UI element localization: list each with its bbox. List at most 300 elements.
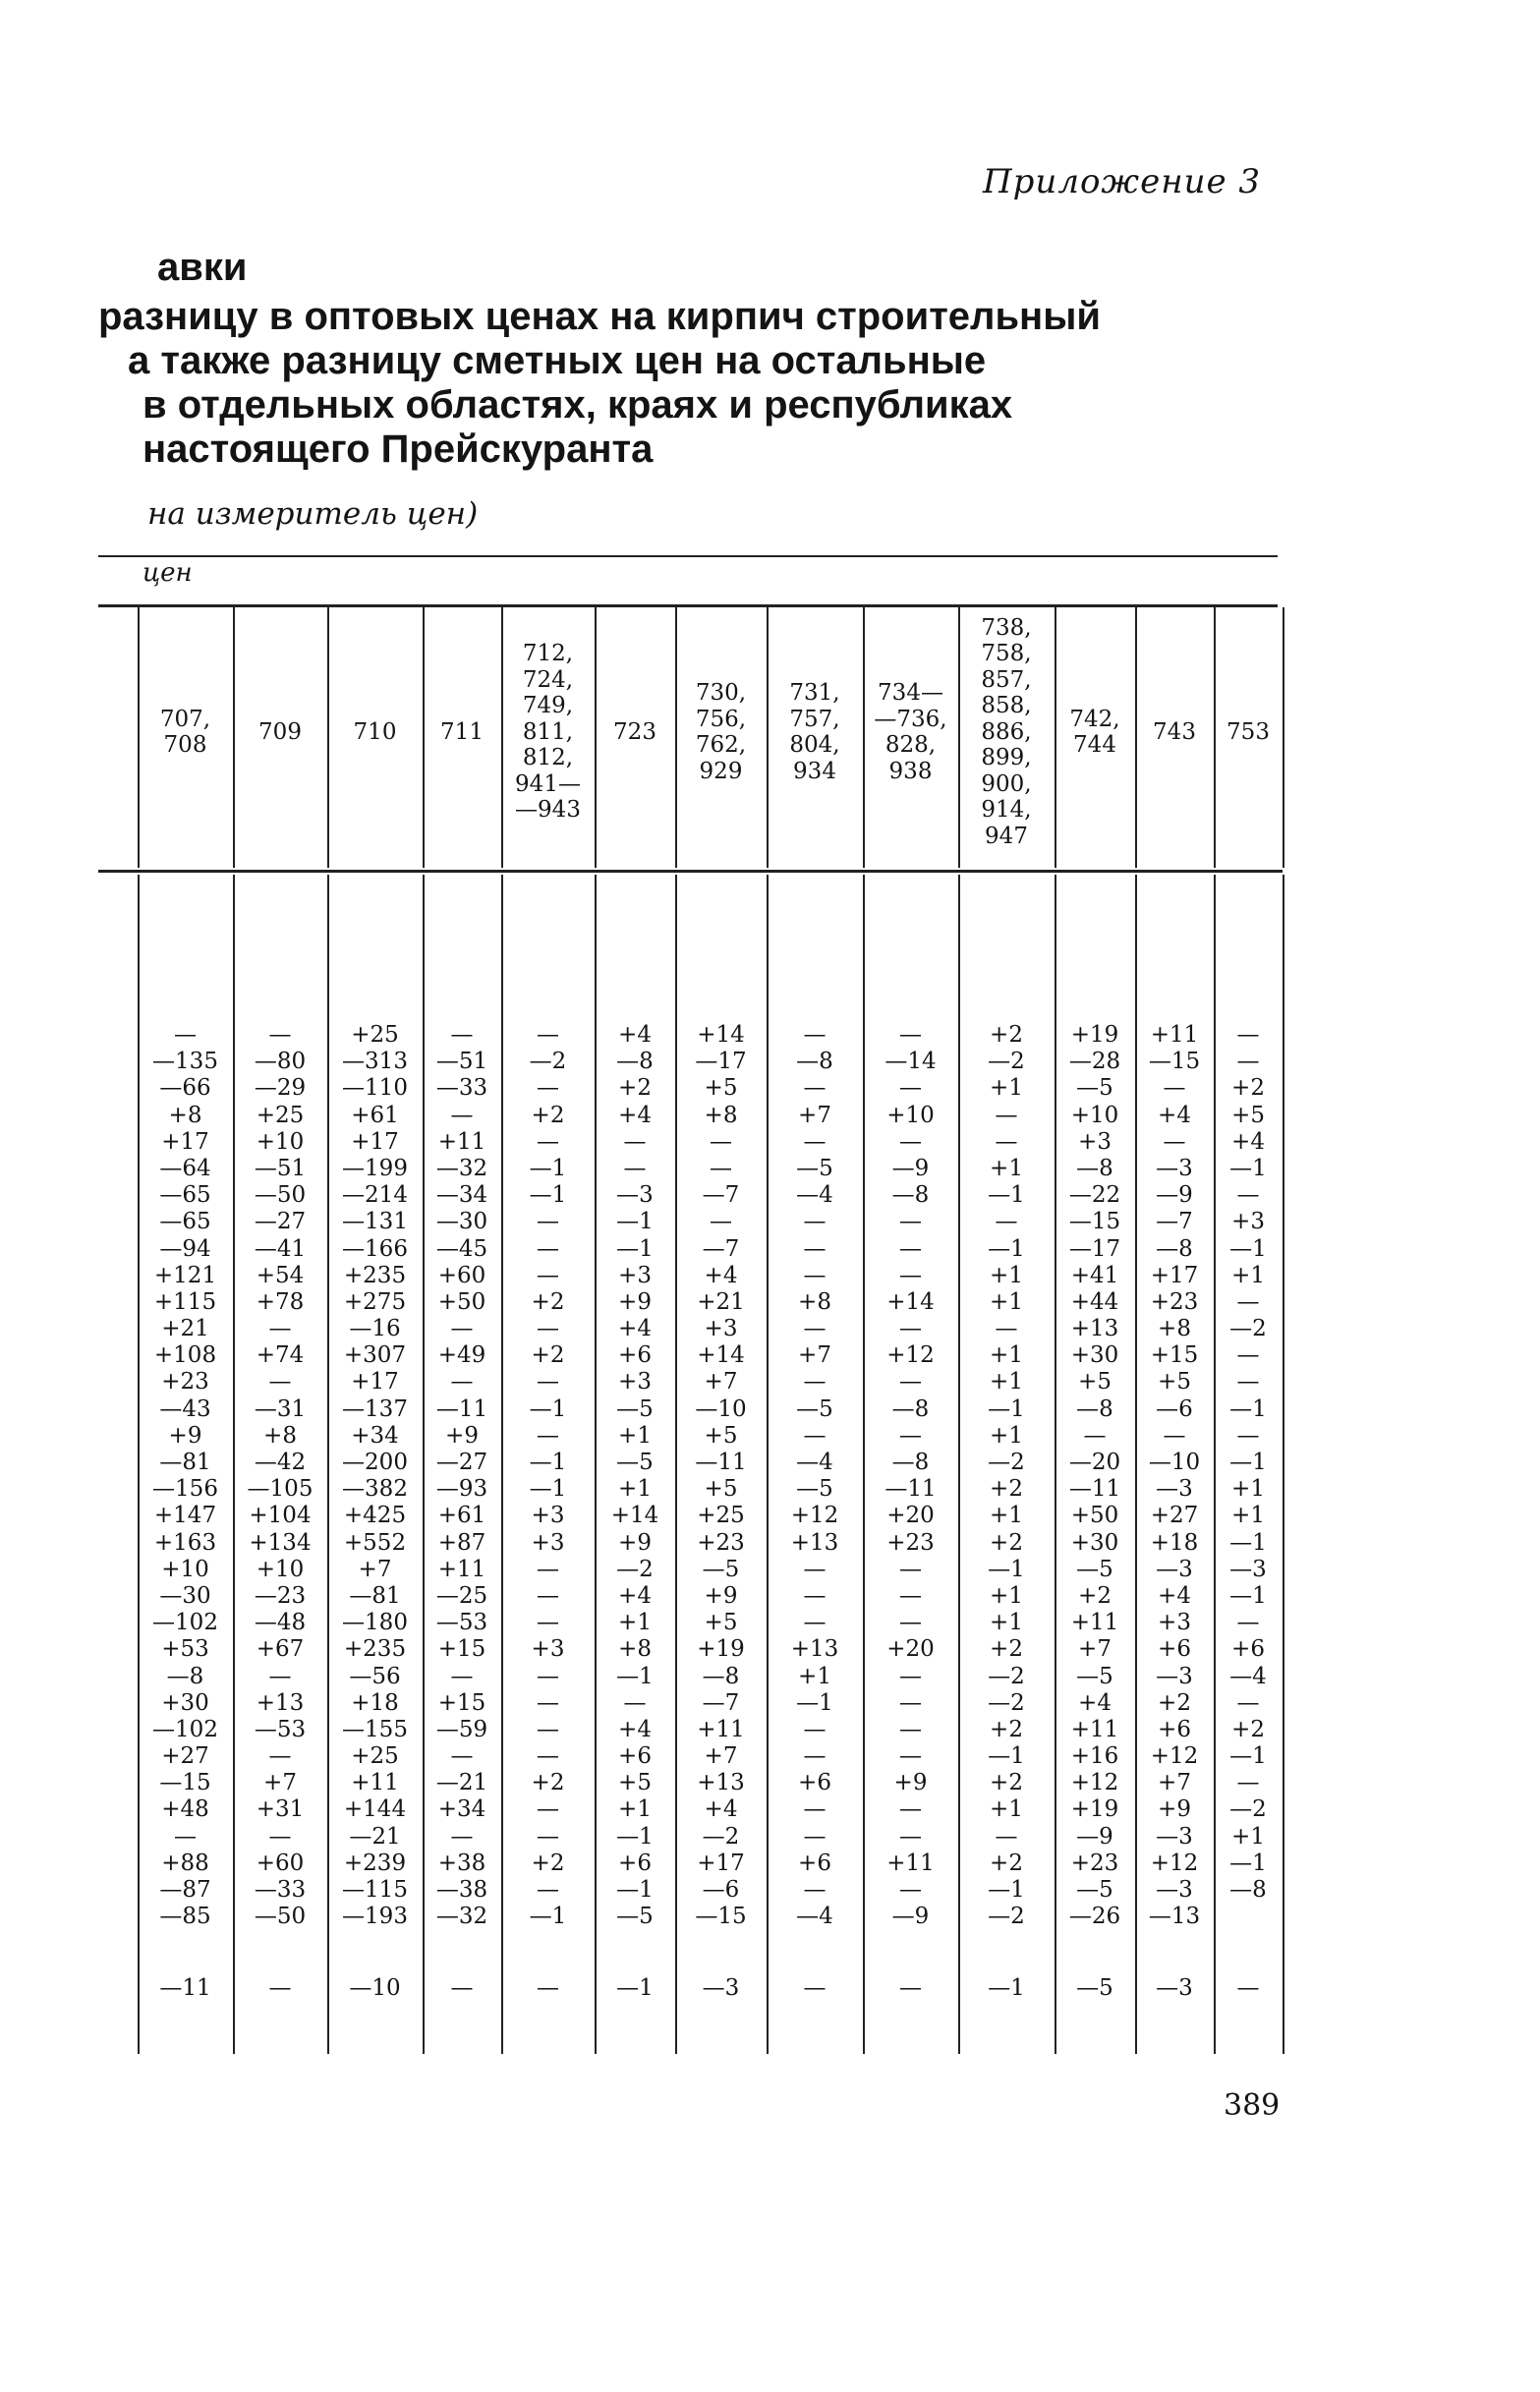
table-cell: +7 [798, 1342, 831, 1369]
table-cell: +38 [437, 1850, 486, 1876]
table-cell: +4 [1158, 1102, 1191, 1128]
table-cell: +5 [704, 1476, 738, 1503]
table-cell: +144 [343, 1796, 407, 1823]
table-cell: —33 [254, 1877, 307, 1903]
column-header: 730, 756, 762, 929 [695, 680, 747, 784]
table-cell: — [268, 1663, 292, 1689]
table-cell: +25 [256, 1102, 305, 1128]
table-cell: +5 [1078, 1369, 1112, 1395]
table-cell: — [1236, 1288, 1260, 1315]
table-cell: — [899, 1235, 922, 1262]
table-cell: —1 [1229, 1395, 1267, 1422]
table-cell: — [803, 1796, 827, 1823]
total-cell: —5 [1076, 1975, 1113, 2001]
table-cell: +17 [697, 1850, 745, 1876]
table-cell: — [1236, 1422, 1260, 1449]
data-column [767, 1022, 863, 1930]
table-cell: — [803, 1369, 827, 1395]
table-cell: +6 [1158, 1716, 1191, 1742]
table-cell: +1 [990, 1422, 1023, 1449]
table-cell: — [995, 1823, 1018, 1850]
table-cell: — [268, 1316, 292, 1342]
table-cell: +14 [697, 1022, 745, 1048]
table-cell: — [537, 1663, 559, 1689]
table-cell: +4 [618, 1102, 652, 1128]
table-cell: +7 [704, 1743, 738, 1770]
table-cell: +425 [343, 1503, 407, 1529]
column-header: 731, 757, 804, 934 [789, 680, 840, 784]
table-cell: +13 [790, 1529, 839, 1556]
table-cell: +9 [618, 1288, 652, 1315]
table-cell: +8 [798, 1288, 831, 1315]
table-cell: +7 [704, 1369, 738, 1395]
table-cell: +9 [618, 1529, 652, 1556]
table-cell: —11 [435, 1395, 488, 1422]
table-cell: —28 [1068, 1049, 1121, 1075]
table-cell: — [537, 1128, 559, 1155]
table-cell: —8 [796, 1049, 833, 1075]
table-cell: +235 [343, 1262, 407, 1288]
table-cell: —27 [435, 1450, 488, 1475]
table-cell: —10 [1148, 1450, 1201, 1475]
table-cell: —51 [435, 1049, 488, 1075]
total-cell: —1 [616, 1975, 654, 2001]
table-cell: — [899, 1022, 922, 1048]
table-cell: —65 [159, 1209, 211, 1235]
table-cell: +1 [1231, 1476, 1265, 1503]
table-cell: — [1236, 1182, 1260, 1209]
table-cell: +2 [990, 1476, 1023, 1503]
table-cell: +2 [1231, 1716, 1265, 1742]
table-cell: +4 [618, 1316, 652, 1342]
table-cell: +1 [618, 1610, 652, 1636]
table-cell: +27 [161, 1743, 209, 1770]
table-cell: —2 [616, 1556, 654, 1582]
table-cell: +11 [1150, 1022, 1199, 1048]
table-cell: +19 [697, 1636, 745, 1663]
table-cell: +1 [990, 1262, 1023, 1288]
table-cell: +1 [618, 1796, 652, 1823]
table-cell: — [1236, 1689, 1260, 1716]
table-cell: —13 [1148, 1904, 1201, 1930]
table-cell: —38 [435, 1877, 488, 1903]
table-cell: +13 [697, 1770, 745, 1796]
table-cell: +3 [531, 1503, 565, 1529]
table-cell: +5 [704, 1422, 738, 1449]
table-cell: +121 [153, 1262, 217, 1288]
table-cell: +8 [1158, 1316, 1191, 1342]
table-cell: — [268, 1823, 292, 1850]
table-cell: — [803, 1743, 827, 1770]
table-cell: —11 [884, 1476, 937, 1503]
table-cell: +11 [351, 1770, 399, 1796]
table-cell: — [995, 1128, 1018, 1155]
table-cell: +552 [343, 1529, 407, 1556]
table-cell: +7 [798, 1102, 831, 1128]
table-cell: —1 [796, 1689, 833, 1716]
table-cell: +9 [893, 1770, 928, 1796]
table-cell: —5 [1076, 1556, 1113, 1582]
table-cell: —2 [702, 1823, 740, 1850]
table-cell: — [710, 1155, 732, 1181]
table-cell: — [623, 1689, 647, 1716]
table-cell: +2 [531, 1102, 565, 1128]
table-cell: +7 [358, 1556, 392, 1582]
table-cell: +23 [1150, 1288, 1199, 1315]
table-cell: —5 [1076, 1663, 1113, 1689]
table-cell: — [899, 1716, 922, 1742]
table-cell: +67 [256, 1636, 305, 1663]
table-cell: —43 [159, 1395, 211, 1422]
table-cell: +6 [798, 1850, 831, 1876]
table-cell: +2 [618, 1075, 652, 1102]
table-cell: +4 [1231, 1128, 1265, 1155]
table-cell: — [1236, 1610, 1260, 1636]
table-cell: — [995, 1316, 1018, 1342]
table-cell: +88 [161, 1850, 209, 1876]
table-cell: —200 [342, 1450, 408, 1475]
column-header: 753 [1226, 718, 1270, 745]
table-cell: — [537, 1422, 559, 1449]
table-cell: — [803, 1877, 827, 1903]
table-cell: — [450, 1022, 474, 1048]
table-cell: +19 [1070, 1796, 1119, 1823]
table-cell: — [268, 1022, 292, 1048]
table-cell: — [450, 1102, 474, 1128]
table-cell: +41 [1070, 1262, 1119, 1288]
table-cell: +13 [256, 1689, 305, 1716]
data-column [327, 1022, 423, 1930]
table-cell: +11 [1070, 1716, 1119, 1742]
table-cell: +23 [697, 1529, 745, 1556]
table-cell: —3 [616, 1182, 654, 1209]
table-cell: —34 [435, 1182, 488, 1209]
table-cell: —3 [1156, 1556, 1193, 1582]
table-cell: —26 [1068, 1904, 1121, 1930]
total-cell: —3 [1156, 1975, 1193, 2001]
table-cell: +14 [697, 1342, 745, 1369]
table-cell: +4 [1078, 1689, 1112, 1716]
table-cell: —2 [988, 1049, 1025, 1075]
table-cell: —15 [695, 1904, 747, 1930]
table-cell: —5 [796, 1155, 833, 1181]
table-cell: +3 [618, 1262, 652, 1288]
table-cell: +3 [531, 1636, 565, 1663]
table-cell: —1 [1229, 1743, 1267, 1770]
total-cell: —11 [159, 1975, 211, 2001]
table-cell: +25 [351, 1022, 399, 1048]
table-cell: +18 [351, 1689, 399, 1716]
table-cell: +2 [531, 1342, 565, 1369]
table-cell: —7 [702, 1182, 740, 1209]
total-cell: — [537, 1975, 559, 2001]
table-cell: +3 [1231, 1209, 1265, 1235]
table-cell: +4 [618, 1022, 652, 1048]
table-cell: —8 [1076, 1395, 1113, 1422]
table-cell: +7 [1078, 1636, 1112, 1663]
table-cell: +6 [618, 1850, 652, 1876]
total-cell: —3 [702, 1975, 740, 2001]
column-header: 709 [258, 718, 302, 745]
table-cell: — [803, 1075, 827, 1102]
table-cell: +87 [437, 1529, 486, 1556]
table-cell: —8 [891, 1395, 930, 1422]
table-cell: +30 [161, 1689, 209, 1716]
table-cell: — [803, 1582, 827, 1609]
table-cell: —1 [529, 1904, 567, 1930]
column-header: 711 [440, 718, 484, 745]
table-cell: +1 [618, 1422, 652, 1449]
table-cell: —8 [616, 1049, 654, 1075]
table-cell: +54 [256, 1262, 305, 1288]
table-cell: —8 [891, 1182, 930, 1209]
table-cell: — [537, 1689, 559, 1716]
table-cell: —15 [1148, 1049, 1201, 1075]
table-cell: —1 [616, 1823, 654, 1850]
table-cell: +50 [1070, 1503, 1119, 1529]
table-cell: +34 [437, 1796, 486, 1823]
table-cell: —1 [988, 1395, 1025, 1422]
table-cell: +30 [1070, 1342, 1119, 1369]
table-cell: +50 [437, 1288, 486, 1315]
table-cell: +20 [886, 1503, 935, 1529]
table-cell: —115 [342, 1877, 408, 1903]
table-cell: +10 [256, 1128, 305, 1155]
table-cell: — [803, 1022, 827, 1048]
table-cell: +27 [1150, 1503, 1199, 1529]
data-column [863, 1022, 958, 1930]
table-cell: —93 [435, 1476, 488, 1503]
table-cell: —11 [1068, 1476, 1121, 1503]
table-cell: —7 [702, 1689, 740, 1716]
table-cell: +1 [990, 1796, 1023, 1823]
table-cell: —15 [1068, 1209, 1121, 1235]
table-cell: +307 [343, 1342, 407, 1369]
table-cell: +9 [168, 1422, 202, 1449]
table-cell: — [899, 1689, 922, 1716]
table-cell: +1 [798, 1663, 831, 1689]
table-cell: +7 [1158, 1770, 1191, 1796]
column-header: 707, 708 [159, 706, 211, 758]
table-cell: — [268, 1369, 292, 1395]
table-cell: — [1236, 1342, 1260, 1369]
data-column [423, 1022, 501, 1930]
table-cell: — [537, 1716, 559, 1742]
table-cell: —20 [1068, 1450, 1121, 1475]
table-cell: —5 [1076, 1075, 1113, 1102]
table-cell: —5 [616, 1450, 654, 1475]
table-cell: — [803, 1262, 827, 1288]
table-cell: +4 [618, 1716, 652, 1742]
page-number: 389 [1224, 2088, 1281, 2123]
table-cell: — [537, 1743, 559, 1770]
table-cell: +23 [886, 1529, 935, 1556]
table-cell: +23 [1070, 1850, 1119, 1876]
table-cell: +239 [343, 1850, 407, 1876]
table-cell: — [537, 1262, 559, 1288]
table-cell: +2 [990, 1850, 1023, 1876]
table-cell: —5 [796, 1395, 833, 1422]
table-cell: —53 [435, 1610, 488, 1636]
table-cell: +9 [445, 1422, 479, 1449]
table-cell: —29 [254, 1075, 307, 1102]
table-cell: —32 [435, 1904, 488, 1930]
table-cell: +15 [437, 1636, 486, 1663]
table-cell: —1 [1229, 1155, 1267, 1181]
column-header: 712, 724, 749, 811, 812, 941— —943 [515, 641, 581, 824]
table-cell: +1 [990, 1075, 1023, 1102]
table-cell: +34 [351, 1422, 399, 1449]
table-cell: — [537, 1610, 559, 1636]
table-cell: — [537, 1877, 559, 1903]
total-cell: — [1236, 1975, 1260, 2001]
group-label: цен [143, 558, 193, 588]
table-cell: — [710, 1128, 732, 1155]
title-line-1: авки [157, 246, 248, 289]
table-cell: — [537, 1235, 559, 1262]
table-cell: — [899, 1209, 922, 1235]
table-cell: — [899, 1316, 922, 1342]
table-cell: —1 [616, 1235, 654, 1262]
table-cell: — [899, 1743, 922, 1770]
table-cell: —110 [342, 1075, 408, 1102]
table-cell: —10 [695, 1395, 747, 1422]
table-cell: +12 [886, 1342, 935, 1369]
table-cell: +1 [990, 1155, 1023, 1181]
table-cell: +78 [256, 1288, 305, 1315]
table-cell: +8 [704, 1102, 738, 1128]
table-cell: +11 [1070, 1610, 1119, 1636]
table-cell: —21 [435, 1770, 488, 1796]
table-cell: — [803, 1716, 827, 1742]
table-cell: +235 [343, 1636, 407, 1663]
table-cell: +14 [610, 1503, 659, 1529]
table-cell: — [1163, 1075, 1186, 1102]
rule-header-bottom [98, 870, 1283, 873]
table-cell: — [1236, 1770, 1260, 1796]
table-cell: — [450, 1369, 474, 1395]
table-cell: +5 [1158, 1369, 1191, 1395]
table-cell: +2 [1158, 1689, 1191, 1716]
column-header: 734— —736, 828, 938 [874, 680, 947, 784]
total-cell: — [450, 1975, 474, 2001]
table-cell: +61 [437, 1503, 486, 1529]
table-cell: — [1163, 1422, 1186, 1449]
title-line-2: разницу в оптовых ценах на кирпич строительный [98, 295, 1101, 338]
appendix-label: Приложение 3 [983, 162, 1262, 201]
table-cell: —8 [702, 1663, 740, 1689]
table-cell: +10 [256, 1556, 305, 1582]
table-cell: +13 [1070, 1316, 1119, 1342]
table-cell: +8 [168, 1102, 202, 1128]
table-cell: —2 [1229, 1316, 1267, 1342]
table-cell: —2 [988, 1663, 1025, 1689]
table-cell: —42 [254, 1450, 307, 1475]
table-cell: — [899, 1610, 922, 1636]
table-cell: — [803, 1823, 827, 1850]
table-cell: —1 [616, 1663, 654, 1689]
table-cell: —4 [796, 1182, 833, 1209]
table-cell: —1 [529, 1450, 567, 1475]
table-cell: +9 [1158, 1796, 1191, 1823]
table-cell: —50 [254, 1904, 307, 1930]
table-cell: —214 [342, 1182, 408, 1209]
table-cell: +74 [256, 1342, 305, 1369]
table-cell: — [1236, 1049, 1260, 1075]
table-cell: —25 [435, 1582, 488, 1609]
table-cell: +48 [161, 1796, 209, 1823]
column-divider-body [1283, 875, 1284, 2054]
table-cell: —27 [254, 1209, 307, 1235]
table-cell: +1 [990, 1610, 1023, 1636]
table-cell: —5 [796, 1476, 833, 1503]
data-column [138, 1022, 233, 1930]
table-cell: — [623, 1128, 647, 1155]
table-cell: —21 [349, 1823, 401, 1850]
table-cell: +10 [161, 1556, 209, 1582]
table-cell: —1 [1229, 1450, 1267, 1475]
table-cell: — [1236, 1369, 1260, 1395]
table-cell: — [803, 1556, 827, 1582]
table-cell: —81 [349, 1582, 401, 1609]
table-cell: —3 [1156, 1663, 1193, 1689]
table-cell: —59 [435, 1716, 488, 1742]
table-cell: +1 [990, 1369, 1023, 1395]
table-cell: +1 [990, 1503, 1023, 1529]
table-cell: —85 [159, 1904, 211, 1930]
table-cell: — [537, 1022, 559, 1048]
table-cell: — [450, 1823, 474, 1850]
table-cell: +6 [618, 1342, 652, 1369]
table-cell: +1 [1231, 1503, 1265, 1529]
table-cell: +60 [437, 1262, 486, 1288]
table-cell: —8 [1156, 1235, 1193, 1262]
column-header: 710 [353, 718, 397, 745]
table-cell: —7 [702, 1235, 740, 1262]
table-cell: +147 [153, 1503, 217, 1529]
table-cell: +21 [161, 1316, 209, 1342]
table-cell: —9 [1076, 1823, 1113, 1850]
data-column [595, 1022, 675, 1930]
table-cell: +53 [161, 1636, 209, 1663]
table-cell: +31 [256, 1796, 305, 1823]
table-cell: —8 [166, 1663, 204, 1689]
table-cell: — [899, 1369, 922, 1395]
table-cell: — [803, 1316, 827, 1342]
table-cell: +1 [1231, 1262, 1265, 1288]
table-cell: +134 [249, 1529, 312, 1556]
table-cell: +6 [1158, 1636, 1191, 1663]
table-cell: +2 [1078, 1582, 1112, 1609]
table-cell: +163 [153, 1529, 217, 1556]
table-cell: —180 [342, 1610, 408, 1636]
table-cell: +10 [1070, 1102, 1119, 1128]
table-cell: —131 [342, 1209, 408, 1235]
table-cell: +1 [1231, 1823, 1265, 1850]
table-cell: —156 [152, 1476, 218, 1503]
table-cell: — [899, 1556, 922, 1582]
table-cell: +23 [161, 1369, 209, 1395]
table-cell: —2 [988, 1904, 1025, 1930]
subtitle: на измеритель цен) [147, 496, 479, 532]
table-cell: —3 [1156, 1155, 1193, 1181]
rule-top [98, 555, 1278, 557]
table-cell: — [623, 1155, 647, 1181]
table-cell: —155 [342, 1716, 408, 1742]
table-cell: — [899, 1582, 922, 1609]
table-cell: —1 [1229, 1235, 1267, 1262]
total-cell: — [899, 1975, 922, 2001]
